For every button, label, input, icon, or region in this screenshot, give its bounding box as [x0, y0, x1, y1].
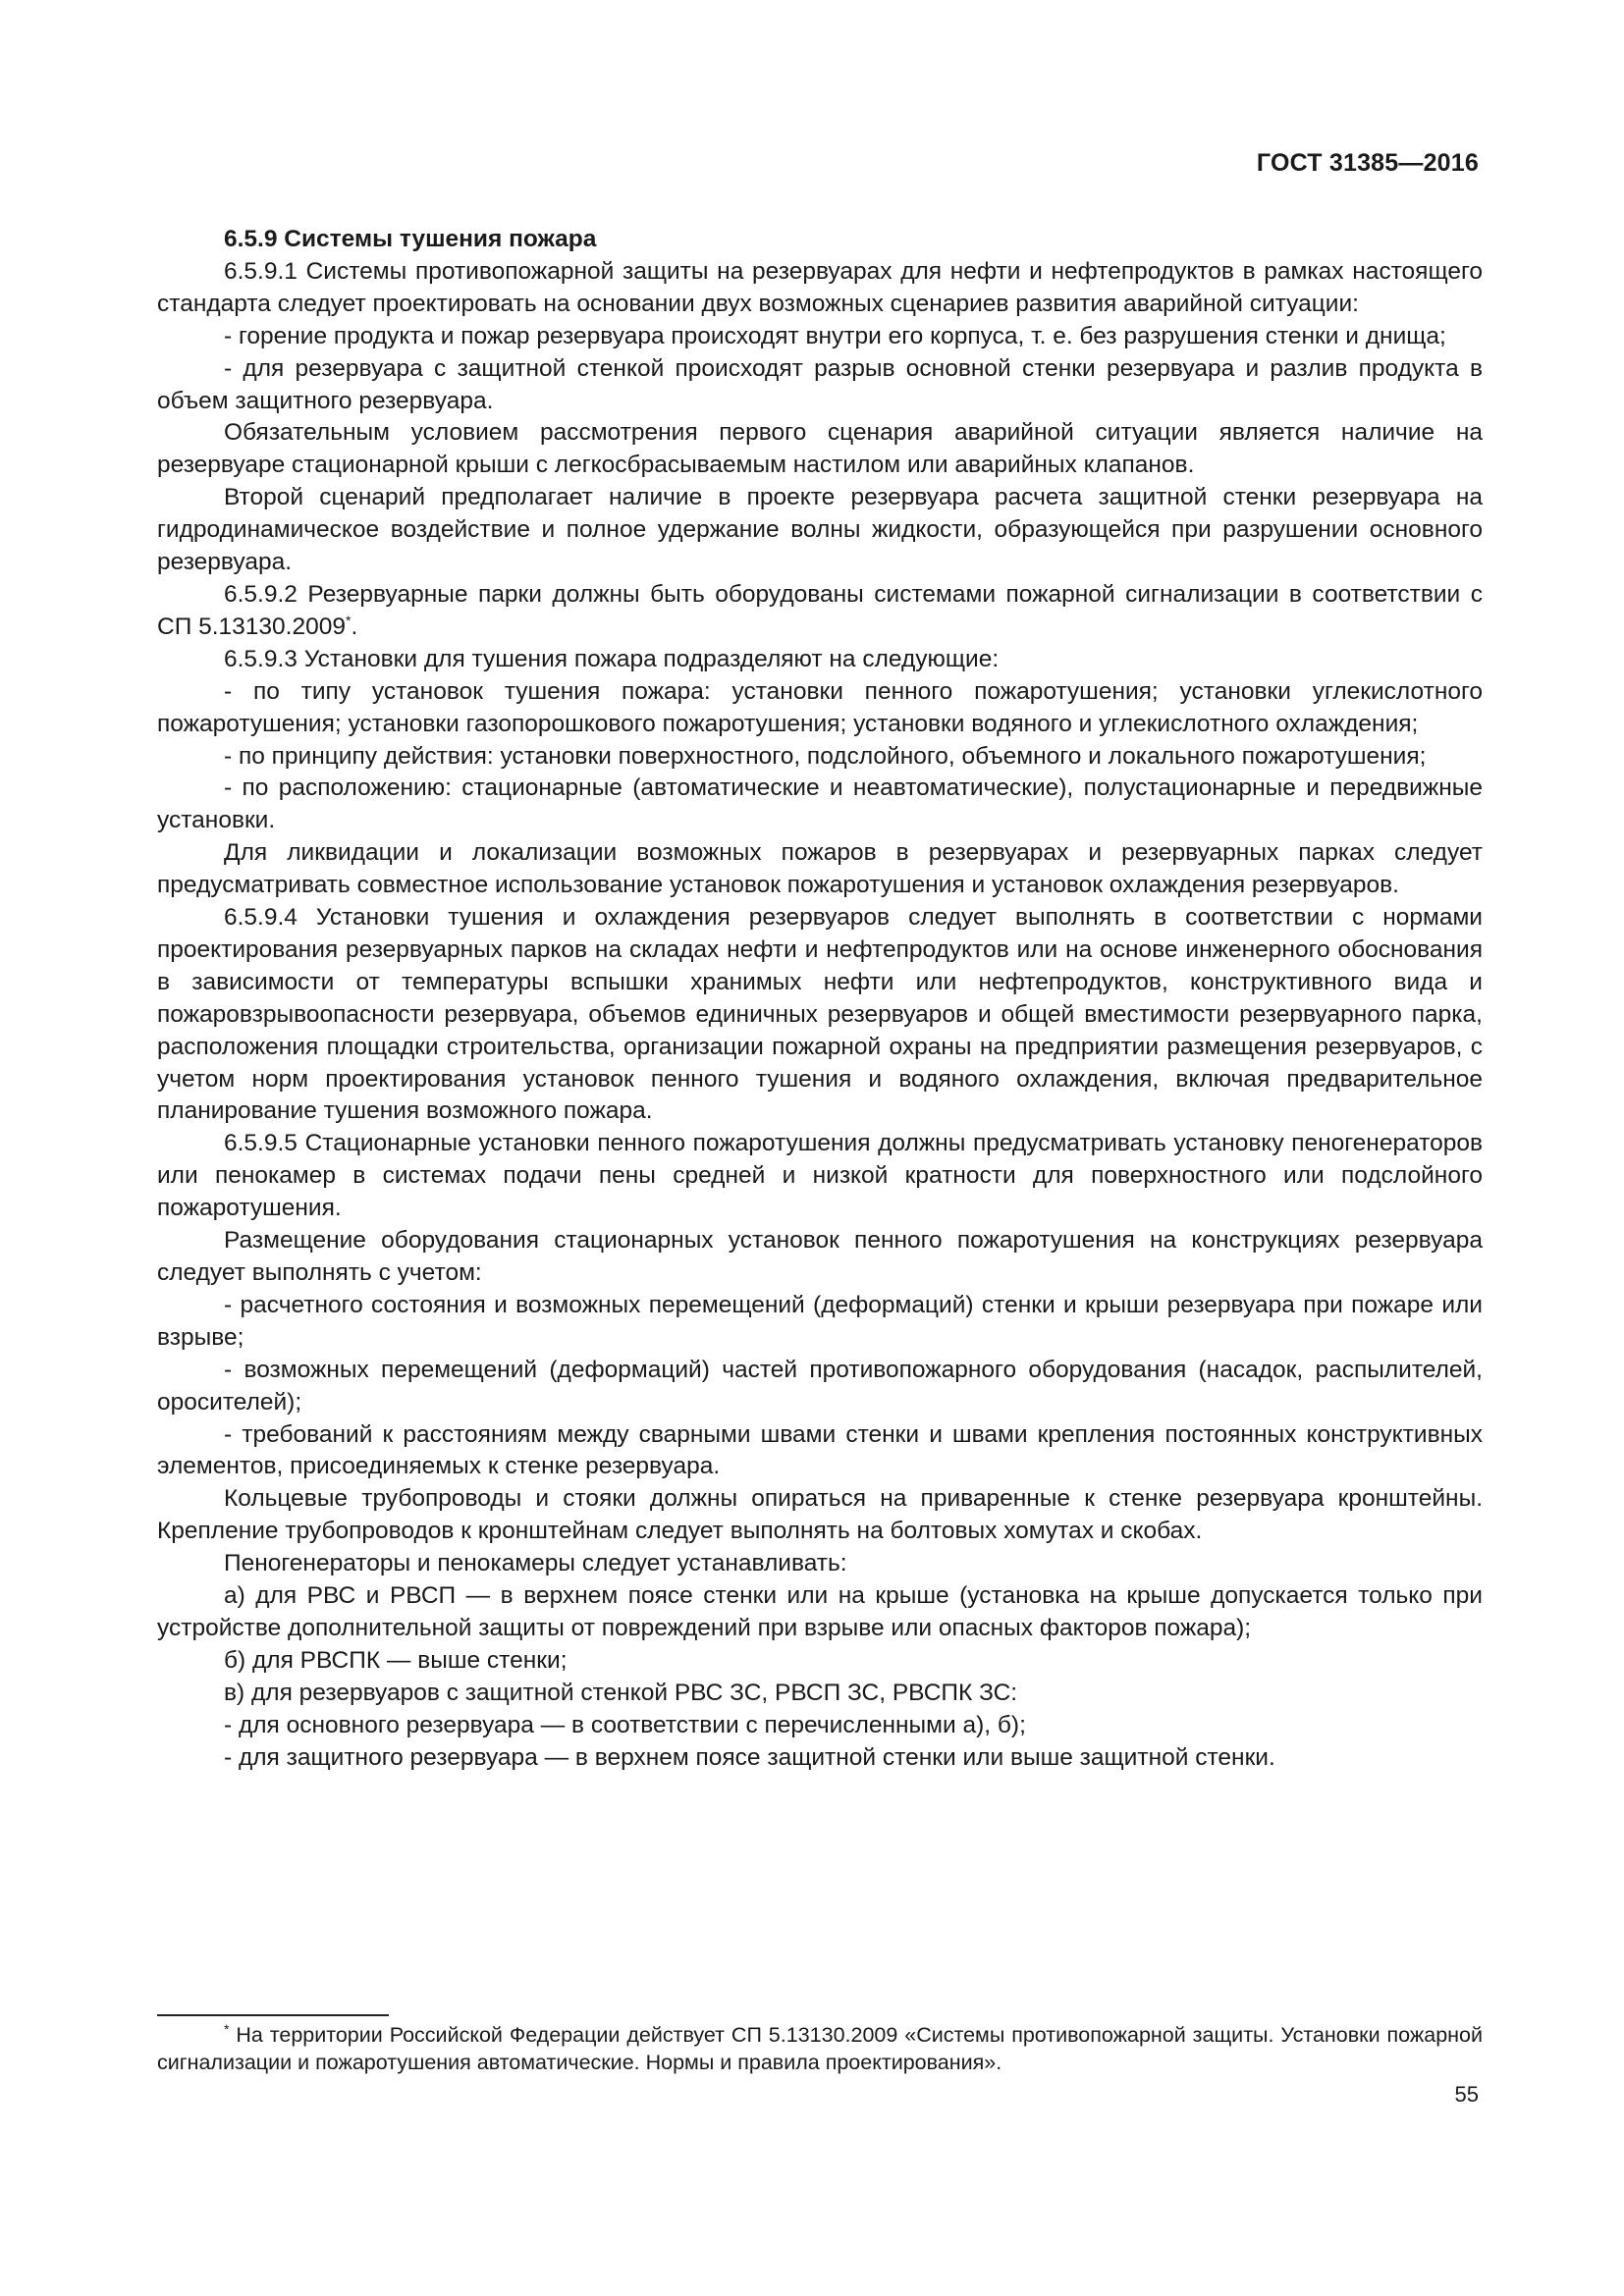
paragraph-group-2 [157, 644, 1483, 1775]
footnote [157, 2022, 1483, 2076]
paragraph: - возможных перемещений (деформаций) частей противопожарного оборудования (насадок, распылителей, оросителей); [157, 1356, 1483, 1415]
paragraph-6-5-9-2-text: 6.5.9.2 Резервуарные парки должны быть оборудованы системами пожарной сигнализации в соответствии с СП 5.13130.2009 [157, 580, 1483, 640]
paragraph: - для основного резервуара — в соответствии с перечисленными а), б); [224, 1711, 1026, 1738]
section-heading: 6.5.9 Системы тушения пожара [224, 226, 597, 252]
paragraph: Кольцевые трубопроводы и стояки должны опираться на приваренные к стенке резервуара кронштейны. Крепление трубопроводов к кронштейнам следует выполнять на болтовых хомутах и скобах. [157, 1485, 1483, 1545]
footnote-text: На территории Российской Федерации действует СП 5.13130.2009 «Системы противопожарной защиты. Установки пожарной сигнализации и пожаротушения автоматические. Нормы и правила проектирования». [157, 2023, 1483, 2074]
paragraph-6-5-9-2 [157, 579, 1483, 644]
paragraph: Размещение оборудования стационарных установок пенного пожаротушения на конструкциях резервуара следует выполнять с учетом: [157, 1227, 1483, 1286]
paragraph: Второй сценарий предполагает наличие в проекте резервуара расчета защитной стенки резервуара на гидродинамическое воздействие и полное удержание волны жидкости, образующейся при разрушении основного резервуара. [157, 484, 1483, 576]
paragraph: - для резервуара с защитной стенкой происходят разрыв основной стенки резервуара и разлив продукта в объем защитного резервуара. [157, 354, 1483, 414]
paragraph: - расчетного состояния и возможных перемещений (деформаций) стенки и крыши резервуара при пожаре или взрыве; [157, 1291, 1483, 1351]
paragraph: Пеногенераторы и пенокамеры следует устанавливать: [224, 1550, 847, 1577]
paragraph: - по принципу действия: установки поверхностного, подслойного, объемного и локального пожаротушения; [224, 742, 1427, 770]
paragraph: 6.5.9.5 Стационарные установки пенного пожаротушения должны предусматривать установку пеногенераторов или пенокамер в системах подачи пены средней и низкой кратности для поверхностного или подслойного пожаротушения. [157, 1130, 1483, 1222]
paragraph: - требований к расстояниям между сварными швами стенки и швами крепления постоянных конструктивных элементов, присоединяемых к стенке резервуара. [157, 1420, 1483, 1480]
section-body [157, 224, 1483, 1775]
footnote-reference-mark: * [345, 612, 352, 628]
paragraph: - для защитного резервуара — в верхнем поясе защитной стенки или выше защитной стенки. [224, 1743, 1275, 1771]
footnote-mark: * [224, 2020, 230, 2037]
paragraph: 6.5.9.1 Системы противопожарной защиты на резервуарах для нефти и нефтепродуктов в рамках настоящего стандарта следует проектировать на основании двух возможных сценариев развития аварийной ситуации: [157, 257, 1483, 317]
paragraph-6-5-9-2-end: . [351, 613, 358, 640]
paragraph: 6.5.9.4 Установки тушения и охлаждения резервуаров следует выполнять в соответствии с нормами проектирования резервуарных парков на складах нефти и нефтепродуктов или на основе инженерного обоснования в зависимости от температуры вспышки хранимых нефти или нефтепродуктов, конструктивного вида и пожаровзрывоопасности резервуара, объемов единичных резервуаров и общей вместимости резервуарного парка, расположения площадки строительства, организации пожарной охраны на предприятии размещения резервуаров, с учетом норм проектирования установок пенного тушения и водяного охлаждения, включая предварительное планирование тушения возможного пожара. [157, 904, 1483, 1125]
paragraph-group-1 [157, 256, 1483, 579]
footnote-divider [157, 2014, 389, 2016]
paragraph: - по расположению: стационарные (автоматические и неавтоматические), полустационарные и передвижные установки. [157, 774, 1483, 834]
paragraph: в) для резервуаров с защитной стенкой РВС ЗС, РВСП ЗС, РВСПК ЗС: [224, 1679, 1018, 1706]
paragraph: 6.5.9.3 Установки для тушения пожара подразделяют на следующие: [224, 645, 1000, 672]
document-id-header: ГОСТ 31385—2016 [1256, 149, 1479, 177]
page-number: 55 [1454, 2082, 1479, 2107]
paragraph: а) для РВС и РВСП — в верхнем поясе стенки или на крыше (установка на крыше допускается только при устройстве дополнительной защиты от повреждений при взрыве или опасных факторов пожара); [157, 1582, 1483, 1641]
paragraph: б) для РВСПК — выше стенки; [224, 1646, 568, 1674]
paragraph: - по типу установок тушения пожара: установки пенного пожаротушения; установки углекислотного пожаротушения; установки газопорошкового пожаротушения; установки водяного и углекислотного охлаждения; [157, 677, 1483, 737]
paragraph: - горение продукта и пожар резервуара происходят внутри его корпуса, т. е. без разрушения стенки и днища; [224, 322, 1446, 349]
paragraph: Для ликвидации и локализации возможных пожаров в резервуарах и резервуарных парках следует предусматривать совместное использование установок пожаротушения и установок охлаждения резервуаров. [157, 839, 1483, 899]
paragraph: Обязательным условием рассмотрения первого сценария аварийной ситуации является наличие на резервуаре стационарной крыши с легкосбрасываемым настилом или аварийных клапанов. [157, 419, 1483, 479]
